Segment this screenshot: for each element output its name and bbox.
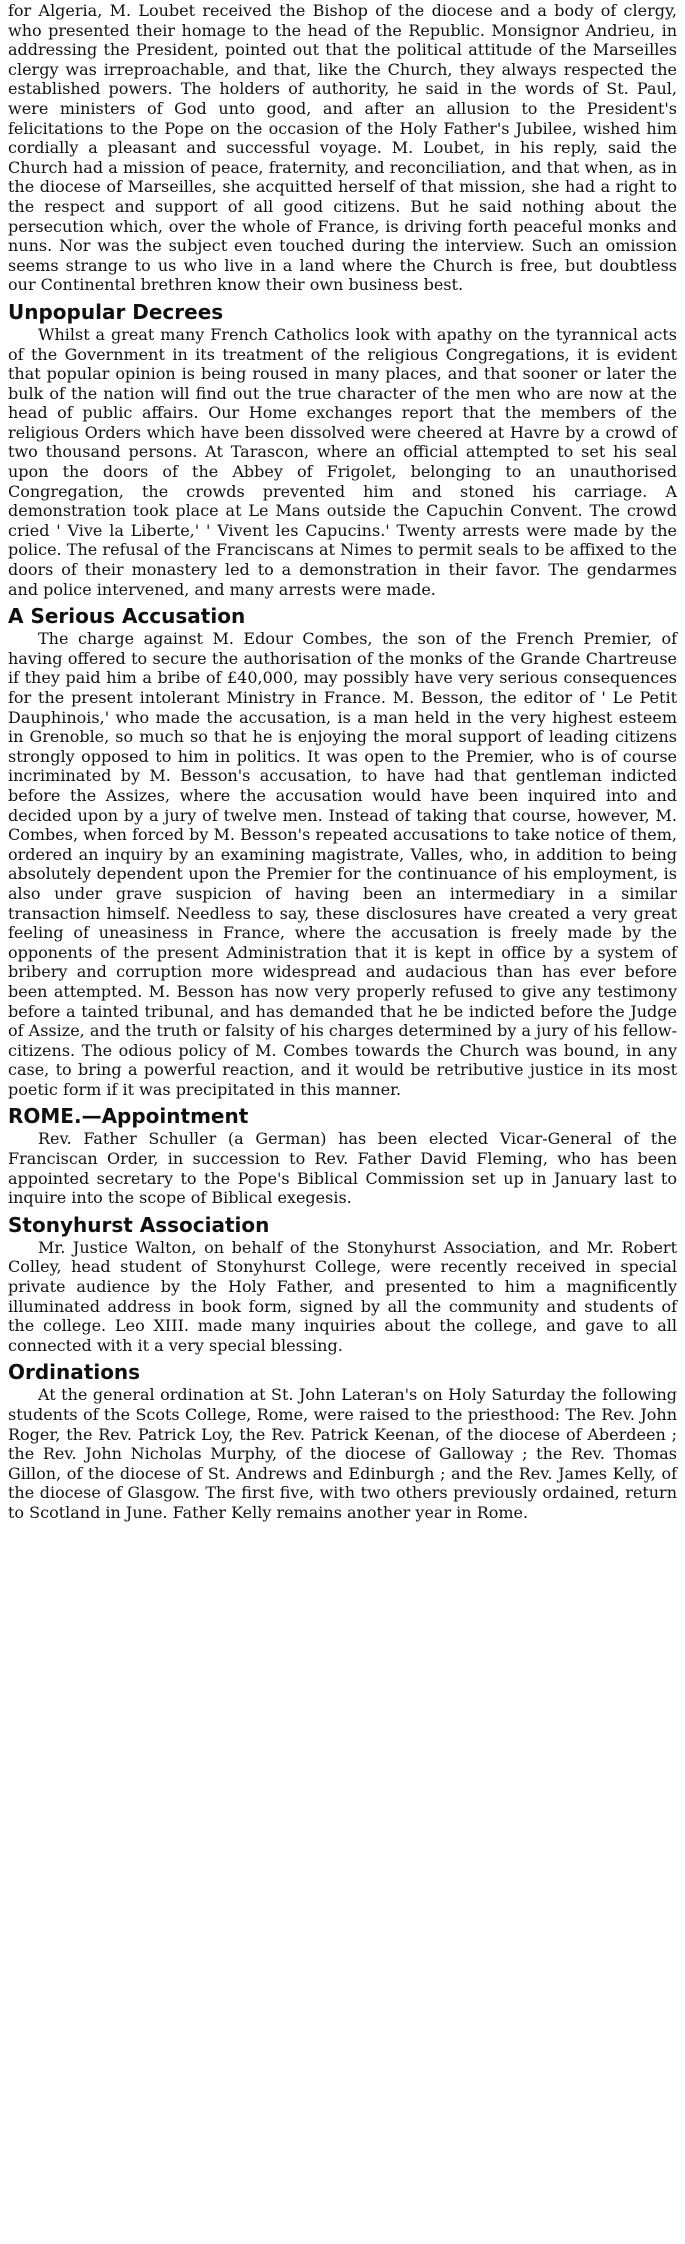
section-body: Rev. Father Schuller (a German) has been elected Vicar-General of the Franciscan Order, in succession to Rev. Father David Fleming, who has been appointed secretary to the Pope's Biblical Commission set up in January last to inquire into the scope of Biblical exegesis. bbox=[8, 1129, 677, 1208]
section-stonyhurst-association bbox=[8, 1212, 677, 1356]
section-serious-accusation bbox=[8, 603, 677, 1099]
intro-paragraph: for Algeria, M. Loubet received the Bishop of the diocese and a body of clergy, who presented their homage to the head of the Republic. Monsignor Andrieu, in addressing the President, pointed out that the political attitude of the Marseilles clergy was irreproachable, and that, like the Church, they always respected the established powers. The holders of authority, he said in the words of St. Paul, were ministers of God unto good, and after an allusion to the President's felicitations to the Pope on the occasion of the Holy Father's Jubilee, wished him cordially a pleasant and successful voyage. M. Loubet, in his reply, said the Church had a mission of peace, fraternity, and reconciliation, and that when, as in the diocese of Marseilles, she acquitted herself of that mission, she had a right to the respect and support of all good citizens. But he said nothing about the persecution which, over the whole of France, is driving forth peaceful monks and nuns. Nor was the subject even touched during the interview. Such an omission seems strange to us who live in a land where the Church is free, but doubtless our Continental brethren know their own business best. bbox=[8, 1, 677, 295]
section-heading: ROME.—Appointment bbox=[8, 1104, 249, 1129]
section-ordinations bbox=[8, 1359, 677, 1522]
section-body: Mr. Justice Walton, on behalf of the Stonyhurst Association, and Mr. Robert Colley, head student of Stonyhurst College, were recently received in special private audience by the Holy Father, and presented to him a magnificently illuminated address in book form, signed by all the community and students of the college. Leo XIII. made many inquiries about the college, and gave to all connected with it a very special blessing. bbox=[8, 1237, 677, 1355]
section-rome-appointment bbox=[8, 1103, 677, 1207]
section-body: Whilst a great many French Catholics look with apathy on the tyrannical acts of the Government in its treatment of the religious Congregations, it is evident that popular opinion is being roused in many places, and that sooner or later the bulk of the nation will find out the true character of the men who are now at the head of public affairs. Our Home exchanges report that the members of the religious Orders which have been dissolved were cheered at Havre by a crowd of two thousand persons. At Tarascon, where an official attempted to set his seal upon the doors of the Abbey of Frigolet, belonging to an unauthorised Congregation, the crowds prevented him and stoned his carriage. A demonstration took place at Le Mans outside the Capuchin Convent. The crowd cried ' Vive la Liberte,' ' Vivent les Capucins.' Twenty arrests were made by the police. The refusal of the Franciscans at Nimes to permit seals to be affixed to the doors of their monastery led to a demonstration in their favor. The gendarmes and police intervened, and many arrests were made. bbox=[8, 324, 677, 599]
section-heading: A Serious Accusation bbox=[8, 604, 246, 629]
section-heading: Ordinations bbox=[8, 1360, 141, 1385]
section-unpopular-decrees bbox=[8, 299, 677, 599]
section-body: At the general ordination at St. John Lateran's on Holy Saturday the following students of the Scots College, Rome, were raised to the priesthood: The Rev. John Roger, the Rev. Patrick Loy, the Rev. Patrick Keenan, of the diocese of Aberdeen ; the Rev. John Nicholas Murphy, of the diocese of Galloway ; the Rev. Thomas Gillon, of the diocese of St. Andrews and Edinburgh ; and the Rev. James Kelly, of the diocese of Glasgow. The first five, with two others previously ordained, return to Scotland in June. Father Kelly remains another year in Rome. bbox=[8, 1385, 677, 1522]
section-heading: Stonyhurst Association bbox=[8, 1212, 270, 1237]
section-heading: Unpopular Decrees bbox=[8, 299, 224, 324]
section-body: The charge against M. Edour Combes, the son of the French Premier, of having offered to secure the authorisation of the monks of the Grande Chartreuse if they paid him a bribe of £40,000, may possibly have very serious consequences for the present intolerant Ministry in France. M. Besson, the editor of ' Le Petit Dauphinois,' who made the accusation, is a man held in the very highest esteem in Grenoble, so much so that he is enjoying the moral support of leading citizens strongly opposed to him in politics. It was open to the Premier, who is of course incriminated by M. Besson's accusation, to have had that gentleman indicted before the Assizes, where the accusation would have been inquired into and decided upon by a jury of twelve men. Instead of taking that course, however, M. Combes, when forced by M. Besson's repeated accusations to take notice of them, ordered an inquiry by an examining magistrate, Valles, who, in addition to being absolutely dependent upon the Premier for the continuance of his employment, is also under grave suspicion of having been an intermediary in a similar transaction himself. Needless to say, these disclosures have created a very great feeling of uneasiness in France, where the accusation is freely made by the opponents of the present Administration that it is kept in office by a system of bribery and corruption more widespread and audacious than has ever before been attempted. M. Besson has now very properly refused to give any testimony before a tainted tribunal, and has demanded that he be indicted before the Judge of Assize, and the truth or falsity of his charges determined by a jury of his fellow-citizens. The odious policy of M. Combes towards the Church was bound, in any case, to bring a powerful reaction, and it would be retributive justice in its most poetic form if it was precipitated in this manner. bbox=[8, 629, 677, 1099]
